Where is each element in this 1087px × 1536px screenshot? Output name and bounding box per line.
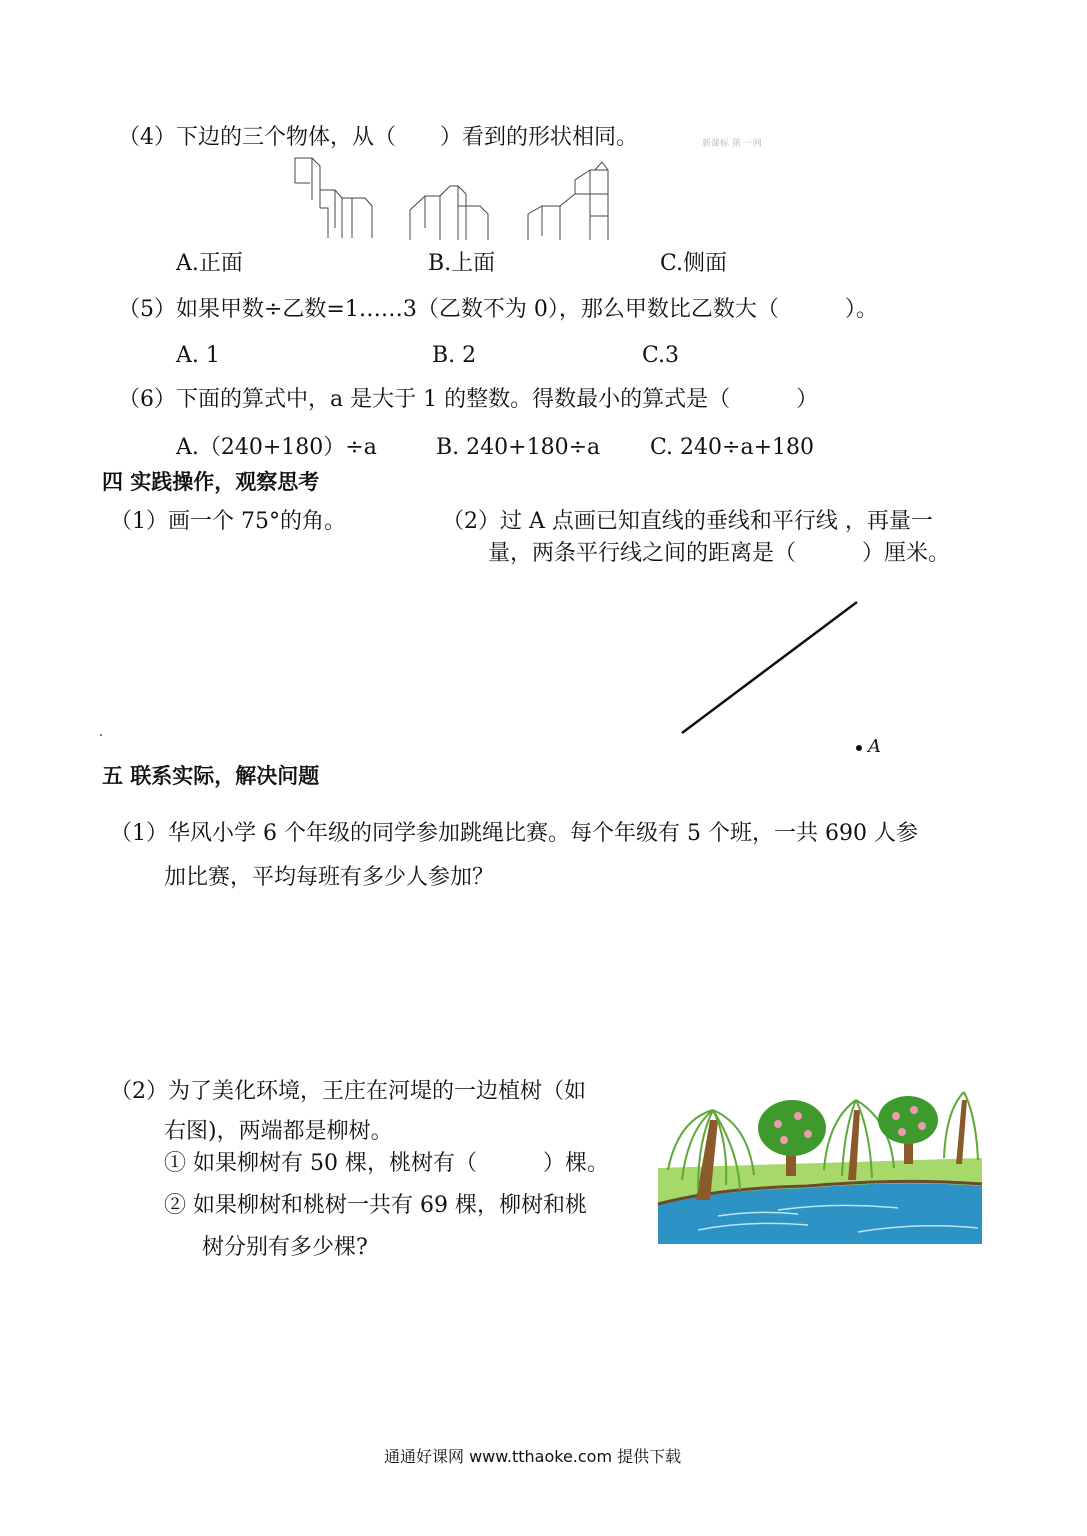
watermark: 新课标 第 一网 <box>702 139 762 149</box>
q4-option-a: A.正面 <box>176 251 243 276</box>
section-5-problem-2-sub-2-line-1: ② 如果柳树和桃树一共有 69 棵，柳树和桃 <box>164 1193 587 1218</box>
section-5-problem-2-line-1: （2）为了美化环境，王庄在河堤的一边植树（如 <box>110 1079 586 1104</box>
point-a-dot <box>856 745 862 751</box>
section-4-problem-1: （1）画一个 75°的角。 <box>110 509 346 534</box>
footer-credit: 通通好课网 www.tthaoke.com 提供下载 <box>384 1447 682 1466</box>
q5-option-b: B. 2 <box>432 343 477 368</box>
q5-stem: （5）如果甲数÷乙数=1……3（乙数不为 0），那么甲数比乙数大（ ）。 <box>118 297 878 322</box>
section-5-title: 五 联系实际，解决问题 <box>102 764 320 788</box>
q4-option-b: B.上面 <box>428 251 496 276</box>
section-5-problem-2-sub-1: ① 如果柳树有 50 棵，桃树有（ ）棵。 <box>164 1151 609 1176</box>
section-5-problem-2-sub-2-line-2: 树分别有多少棵? <box>202 1235 368 1260</box>
river-bank-trees-illustration <box>658 1080 982 1244</box>
stray-dot <box>100 734 102 736</box>
q4-stem: （4）下边的三个物体，从（ ）看到的形状相同。 <box>118 125 638 150</box>
q5-option-a: A. 1 <box>176 343 220 368</box>
point-a-label: A <box>868 736 881 757</box>
given-line <box>682 602 857 733</box>
section-5-problem-1-line-2: 加比赛，平均每班有多少人参加？ <box>164 865 495 890</box>
q4-option-c: C.侧面 <box>660 251 728 276</box>
q6-stem: （6）下面的算式中，a 是大于 1 的整数。得数最小的算式是（ ） <box>118 387 819 412</box>
section-5-problem-1-line-1: （1）华风小学 6 个年级的同学参加跳绳比赛。每个年级有 5 个班，一共 690 人参 <box>110 821 918 846</box>
q6-option-c: C. 240÷a+180 <box>650 435 815 460</box>
q6-option-b: B. 240+180÷a <box>436 435 601 460</box>
section-4-problem-2-line-1: （2）过 A 点画已知直线的垂线和平行线 ，再量一 <box>442 509 933 534</box>
section-4-problem-2-line-2: 量，两条平行线之间的距离是（ ）厘米。 <box>488 541 951 566</box>
q5-option-c: C.3 <box>642 343 680 368</box>
q6-option-a: A.（240+180）÷a <box>176 435 377 460</box>
section-4-title: 四 实践操作，观察思考 <box>102 470 320 494</box>
section-5-problem-2-line-2: 右图)，两端都是柳树。 <box>164 1119 393 1144</box>
